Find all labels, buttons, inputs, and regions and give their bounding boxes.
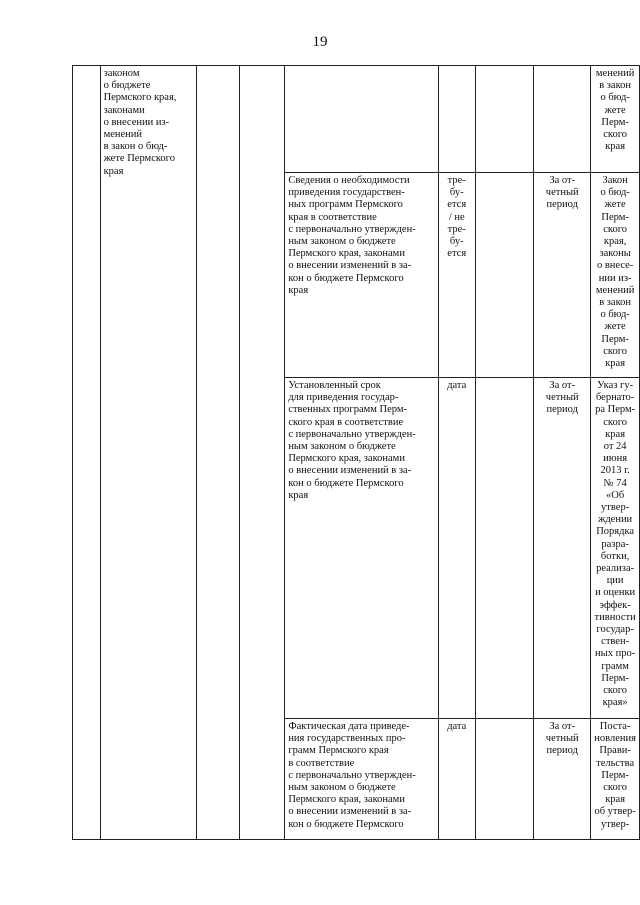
empty-cell	[197, 66, 240, 840]
indicator-cell: Установленный срок для приведения государ- ственных программ Перм- ского края в соответствие с первоначально утвержден- ным законом о бюджете Пермского края, законами о внесении изменений в за- кон о бюджете Пермского края	[285, 378, 438, 719]
source-cell: Указ гу- бернато- ра Перм- ского края от 24 июня 2013 г. № 74 «Об утвер- ждении Порядка разра- ботки, реализа- ции и оценки эффек- тивности государ- ствен- ных про- грамм Перм- ского края»	[591, 378, 640, 719]
empty-cell	[240, 66, 285, 840]
unit-cell	[438, 66, 475, 173]
unit-cell: дата	[438, 719, 475, 840]
basis-cell	[100, 66, 197, 840]
document-table	[72, 65, 640, 840]
period-cell	[534, 66, 591, 173]
indicator-cell: Фактическая дата приведе- ния государственных про- грамм Пермского края в соответствие с первоначально утвержден- ным законом о бюджете Пермского края, законами о внесении изменений в за- кон о бюджете Пермского	[285, 719, 438, 840]
period-cell: За от- четный период	[534, 378, 591, 719]
value-cell	[475, 378, 533, 719]
unit-cell: дата	[438, 378, 475, 719]
page-number: 19	[312, 34, 328, 50]
value-cell	[475, 66, 533, 173]
period-cell: За от- четный период	[534, 173, 591, 378]
indicator-cell: Сведения о необходимости приведения государствен- ных программ Пермского края в соответствие с первоначально утвержден- ным законом о бюджете Пермского края, законами о внесении изменений в за- кон о бюджете Пермского края	[285, 173, 438, 378]
number-cell	[73, 66, 101, 840]
basis-text: законом о бюджете Пермского края, законами о внесении из- менений в закон о бюд- жете Пермского края	[103, 68, 177, 177]
unit-cell: тре- бу- ется / не тре- бу- ется	[438, 173, 475, 378]
source-cell: Поста- новления Прави- тельства Перм- ского края об утвер- утвер-	[591, 719, 640, 840]
source-cell: Закон о бюд- жете Перм- ского края, законы о внесе- нии из- менений в закон о бюд- жете Перм- ского края	[591, 173, 640, 378]
value-cell	[475, 719, 533, 840]
period-cell: За от- четный период	[534, 719, 591, 840]
indicator-cell	[285, 66, 438, 173]
source-cell: менений в закон о бюд- жете Перм- ского края	[591, 66, 640, 173]
table-row	[73, 66, 640, 173]
value-cell	[475, 173, 533, 378]
